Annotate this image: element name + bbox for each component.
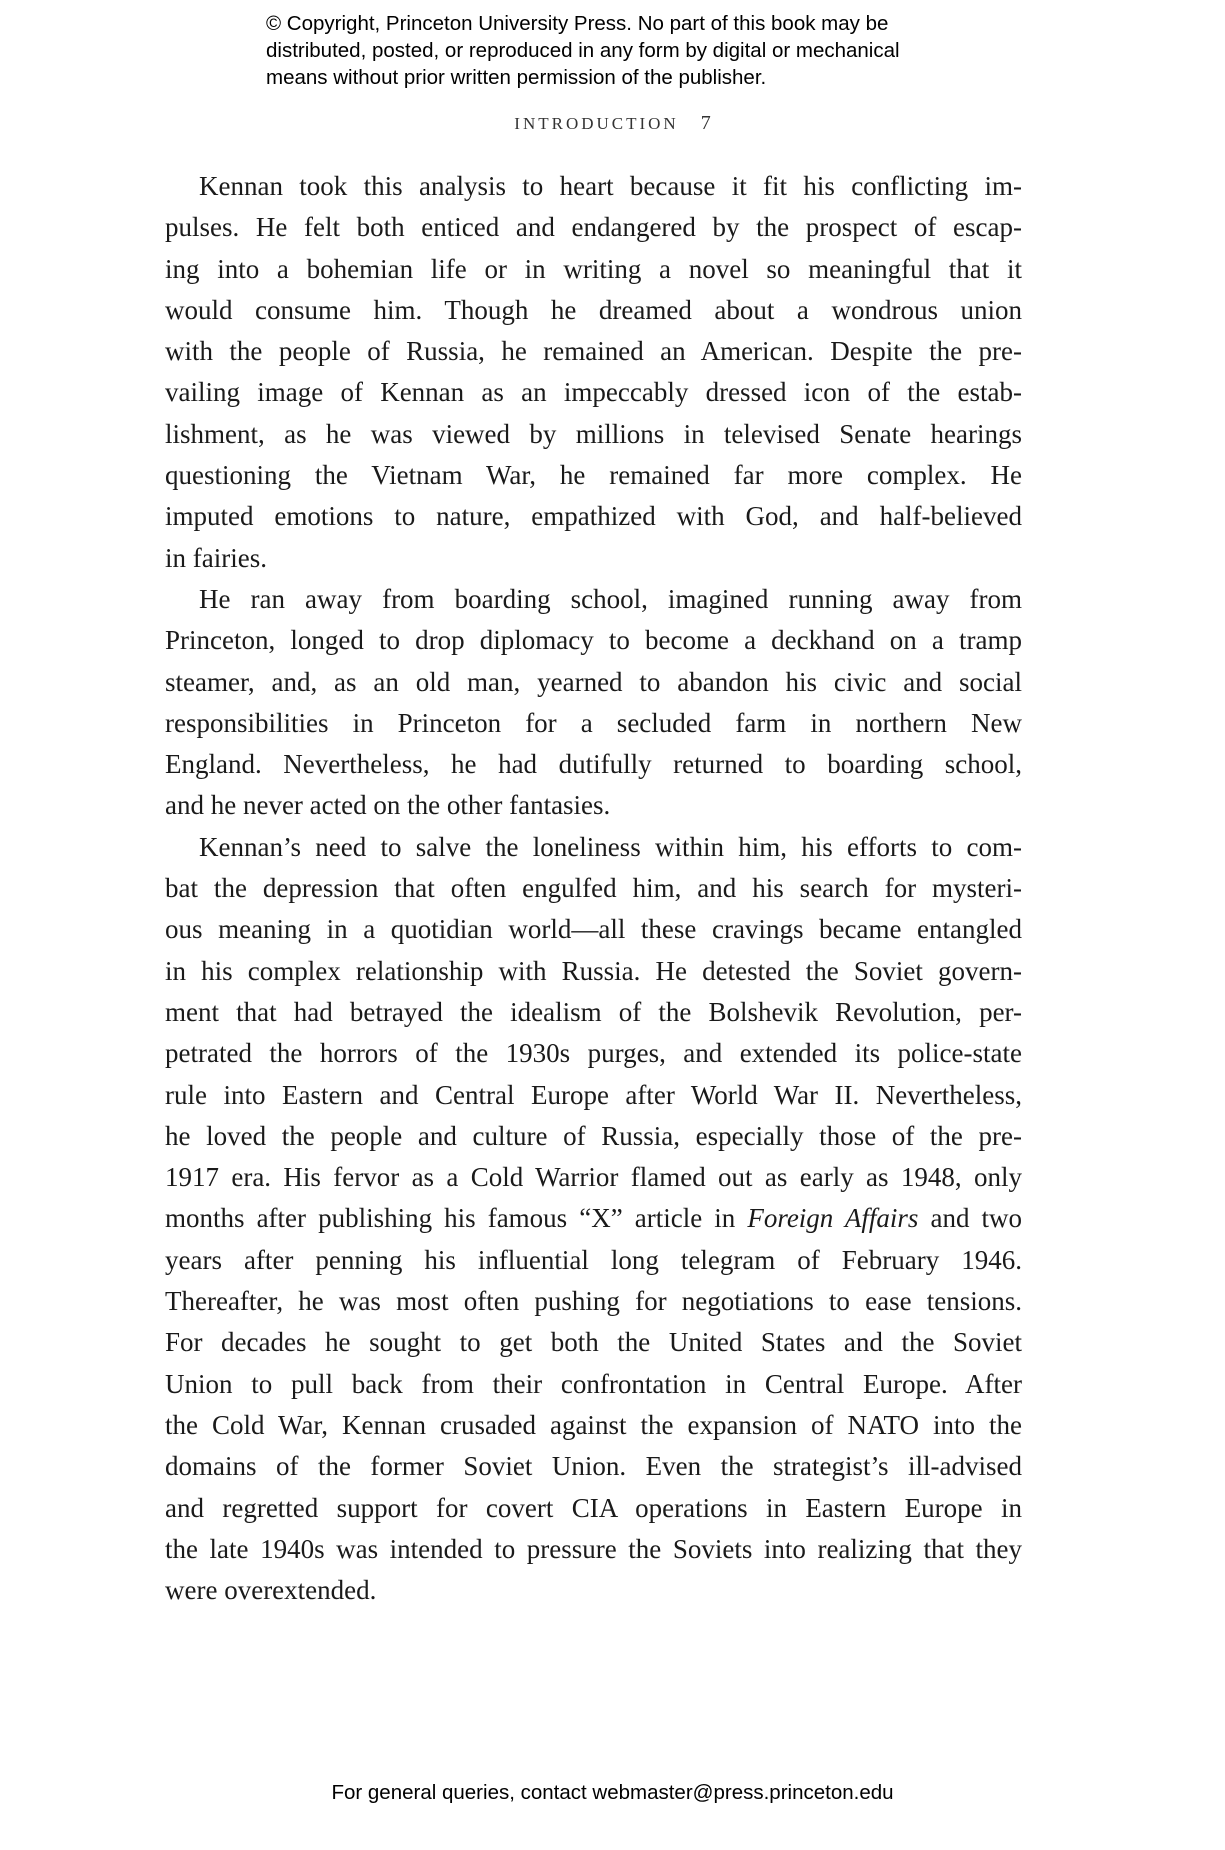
text-line: Princeton, longed to drop diplomacy to become a deckhand on a tramp bbox=[165, 625, 1022, 656]
paragraph bbox=[165, 579, 1022, 827]
text-line: years after penning his influential long telegram of February 1946. bbox=[165, 1244, 1022, 1275]
text-line: ment that had betrayed the idealism of the Bolshevik Revolution, per- bbox=[165, 996, 1022, 1027]
text-line: questioning the Vietnam War, he remained far more complex. He bbox=[165, 460, 1022, 491]
text-line: imputed emotions to nature, empathized with God, and half-believed bbox=[165, 501, 1022, 532]
text-line bbox=[165, 1198, 1022, 1239]
text-line: 1917 era. His fervor as a Cold Warrior flamed out as early as 1948, only bbox=[165, 1162, 1022, 1193]
page-number: 7 bbox=[700, 112, 711, 134]
running-head bbox=[0, 112, 1225, 135]
italic-title: Foreign Affairs bbox=[747, 1203, 919, 1234]
text-line: ing into a bohemian life or in writing a novel so meaningful that it bbox=[165, 253, 1022, 284]
text-line: For decades he sought to get both the United States and the Soviet bbox=[165, 1327, 1022, 1358]
copyright-line: means without prior written permission of the publisher. bbox=[266, 66, 767, 89]
text-segment: and two bbox=[918, 1203, 1023, 1234]
text-line: ous meaning in a quotidian world—all these cravings became entangled bbox=[165, 914, 1022, 945]
text-line: with the people of Russia, he remained an American. Despite the pre- bbox=[165, 336, 1022, 367]
text-line: Kennan took this analysis to heart because it fit his conflicting im- bbox=[199, 171, 1022, 201]
copyright-line: © Copyright, Princeton University Press. No part of this book may be bbox=[266, 12, 889, 35]
text-line: lishment, as he was viewed by millions in televised Senate hearings bbox=[165, 418, 1022, 449]
text-line: Union to pull back from their confrontation in Central Europe. After bbox=[165, 1368, 1022, 1399]
text-line: Thereafter, he was most often pushing for negotiations to ease tensions. bbox=[165, 1286, 1022, 1317]
text-line: in his complex relationship with Russia. He detested the Soviet govern- bbox=[165, 955, 1022, 986]
text-line: pulses. He felt both enticed and endangered by the prospect of escap- bbox=[165, 212, 1022, 243]
text-line: would consume him. Though he dreamed about a wondrous union bbox=[165, 294, 1022, 325]
text-line: He ran away from boarding school, imagined running away from bbox=[199, 583, 1022, 614]
text-segment: months after publishing his famous “X” article in bbox=[165, 1203, 748, 1234]
text-line: domains of the former Soviet Union. Even the strategist’s ill-advised bbox=[165, 1451, 1022, 1482]
paragraph bbox=[165, 827, 1022, 1612]
text-line: steamer, and, as an old man, yearned to abandon his civic and social bbox=[165, 666, 1022, 697]
copyright-line: distributed, posted, or reproduced in any form by digital or mechanical bbox=[266, 39, 900, 62]
paragraph bbox=[165, 166, 1022, 579]
text-line: Kennan’s need to salve the loneliness within him, his efforts to com- bbox=[199, 831, 1022, 862]
chapter-title: INTRODUCTION bbox=[514, 114, 679, 133]
text-line: responsibilities in Princeton for a secluded farm in northern New bbox=[165, 707, 1022, 738]
text-line: and he never acted on the other fantasies. bbox=[165, 790, 611, 821]
body-text bbox=[165, 166, 1022, 1611]
text-line: the late 1940s was intended to pressure the Soviets into realizing that they bbox=[165, 1533, 1022, 1564]
text-line: rule into Eastern and Central Europe after World War II. Nevertheless, bbox=[165, 1079, 1022, 1110]
text-line: he loved the people and culture of Russia, especially those of the pre- bbox=[165, 1120, 1022, 1151]
text-line: bat the depression that often engulfed him, and his search for mysteri- bbox=[165, 873, 1022, 904]
text-line: and regretted support for covert CIA operations in Eastern Europe in bbox=[165, 1492, 1022, 1523]
text-line: England. Nevertheless, he had dutifully returned to boarding school, bbox=[165, 749, 1022, 780]
text-line: vailing image of Kennan as an impeccably dressed icon of the estab- bbox=[165, 377, 1022, 408]
text-line: the Cold War, Kennan crusaded against the expansion of NATO into the bbox=[165, 1409, 1022, 1440]
text-line: in fairies. bbox=[165, 542, 267, 573]
text-line: were overextended. bbox=[165, 1575, 377, 1606]
copyright-notice bbox=[266, 10, 986, 91]
footer-contact: For general queries, contact webmaster@press.princeton.edu bbox=[331, 1781, 894, 1804]
text-line: petrated the horrors of the 1930s purges, and extended its police-state bbox=[165, 1038, 1022, 1069]
